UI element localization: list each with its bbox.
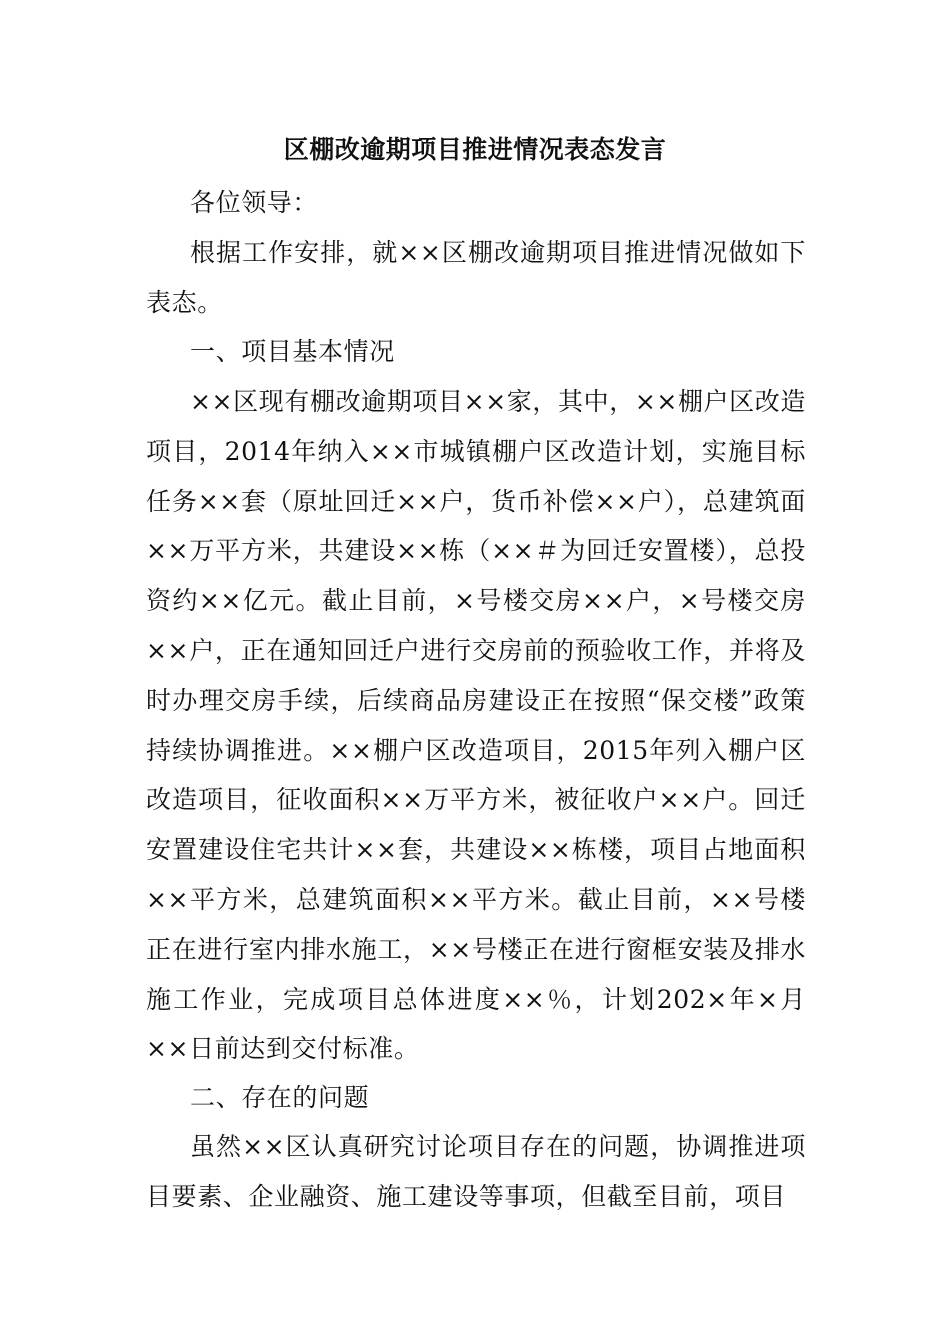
- section-2-body-text: 虽然××区认真研究讨论项目存在的问题，协调推进项目要素、企业融资、施工建设等事项，但截至目前，项目: [146, 1132, 806, 1211]
- intro-paragraph: [146, 228, 806, 328]
- document-title: 区棚改逾期项目推进情况表态发言: [283, 135, 667, 164]
- intro-text: 根据工作安排，就××区棚改逾期项目推进情况做如下表态。: [146, 238, 806, 317]
- salutation-paragraph: [146, 178, 806, 228]
- section-1-heading-text: 一、项目基本情况: [190, 337, 395, 366]
- section-1-body: [146, 377, 806, 1074]
- section-2-body: [146, 1122, 806, 1222]
- section-1-heading: [146, 327, 806, 377]
- section-2-heading-text: 二、存在的问题: [190, 1083, 370, 1112]
- salutation-text: 各位领导：: [190, 188, 319, 217]
- section-1-body-text: ××区现有棚改逾期项目××家，其中，××棚户区改造项目，2014年纳入××市城镇棚户区改造计划，实施目标任务××套（原址回迁××户，货币补偿××户），总建筑面××万平方米，共建设××栋（××＃为回迁安置楼），总投资约××亿元。截止目前，×号楼交房××户，×号楼交房××户，正在通知回迁户进行交房前的预验收工作，并将及时办理交房手续，后续商品房建设正在按照“保交楼”政策持续协调推进。××棚户区改造项目，2015年列入棚户区改造项目，征收面积××万平方米，被征收户××户。回迁安置建设住宅共计××套，共建设××栋楼，项目占地面积××平方米，总建筑面积××平方米。截止目前，××号楼正在进行室内排水施工，××号楼正在进行窗框安装及排水施工作业，完成项目总体进度××％，计划202×年×月××日前达到交付标准。: [146, 387, 806, 1064]
- section-2-heading: [146, 1073, 806, 1123]
